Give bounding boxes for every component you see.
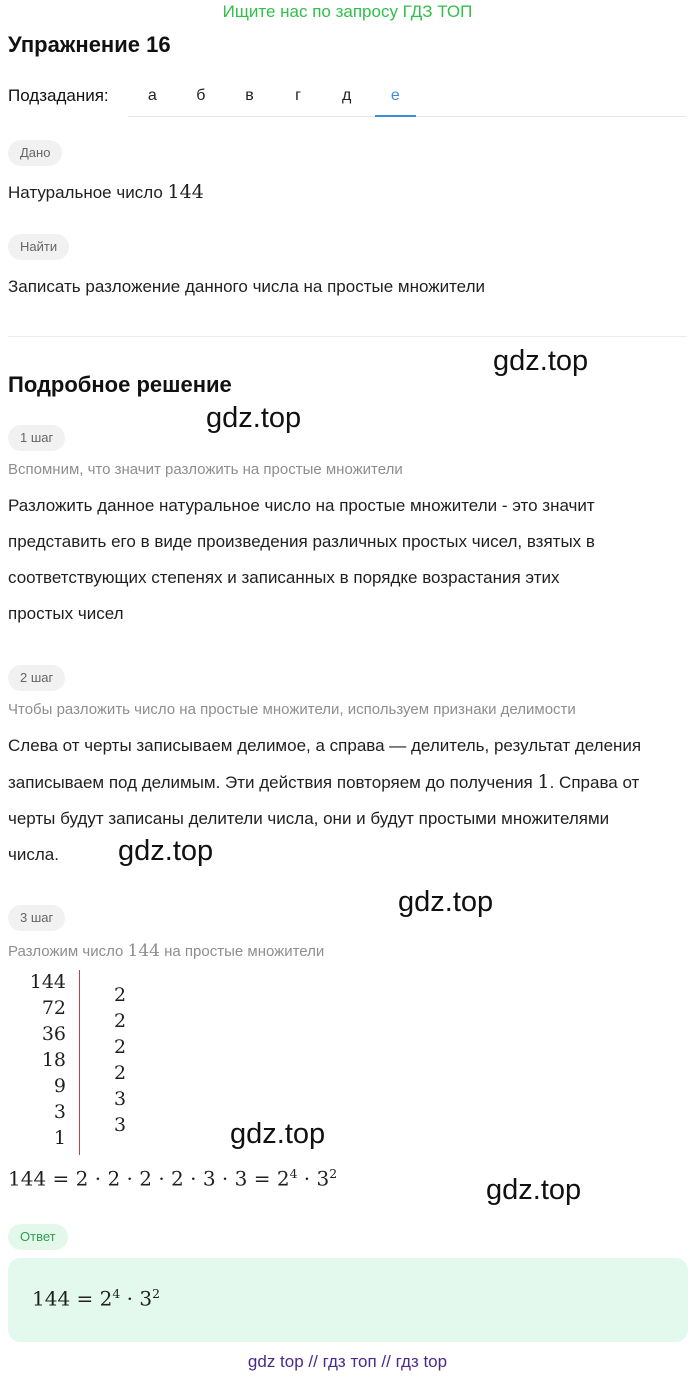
- subtask-tab-b[interactable]: б: [196, 87, 206, 104]
- equation-lhs: 144 = 2 · 2 · 2 · 2 · 3 · 3 = 2: [8, 1166, 290, 1191]
- factorization-equation: [8, 1166, 337, 1191]
- equation-exp-a: 4: [289, 1166, 298, 1181]
- step3-hint-b: на простые множители: [164, 943, 325, 960]
- divisor-3: 2: [114, 1036, 127, 1058]
- find-text: Записать разложение данного числа на простые множители: [8, 277, 485, 296]
- watermark: gdz.top: [398, 886, 494, 918]
- subtask-tab-d[interactable]: д: [342, 87, 352, 104]
- step1-line-3: соответствующих степенях и записанных в порядке возрастания этих: [8, 568, 560, 587]
- find-pill: Найти: [8, 234, 69, 260]
- step2-number-one: 1: [537, 771, 550, 793]
- divisor-1: 2: [114, 984, 127, 1006]
- given-number: 144: [167, 181, 204, 203]
- step3-pill: 3 шаг: [8, 905, 65, 931]
- step2-line-4: числа.: [8, 845, 59, 864]
- step2-hint: Чтобы разложить число на простые множители, используем признаки делимости: [8, 701, 576, 718]
- step2-line-1: Слева от черты записываем делимое, а справа — делитель, результат деления: [8, 736, 642, 755]
- step3-hint: [8, 941, 324, 961]
- dividend-1: 144: [29, 971, 66, 993]
- step1-line-1: Разложить данное натуральное число на простые множители - это значит: [8, 496, 595, 515]
- step3-hint-number: 144: [127, 941, 160, 961]
- watermark: gdz.top: [486, 1174, 582, 1206]
- answer-exp-b: 2: [152, 1286, 160, 1301]
- watermark: gdz.top: [493, 345, 589, 377]
- dividend-2: 72: [41, 997, 66, 1019]
- step2-line-2a: записываем под делимым. Эти действия повторяем до получения: [8, 773, 533, 792]
- step2-text: [8, 728, 688, 873]
- exercise-title: Упражнение 16: [8, 32, 171, 57]
- division-line: [79, 970, 80, 1155]
- subtask-tab-a[interactable]: а: [147, 87, 157, 104]
- dividend-4: 18: [41, 1049, 66, 1071]
- step1-hint: Вспомним, что значит разложить на простые множители: [8, 461, 403, 478]
- divisor-6: 3: [114, 1114, 127, 1136]
- step2-line-3: черты будут записаны делители числа, они и будут простыми множителями: [8, 809, 610, 828]
- divisor-2: 2: [114, 1010, 127, 1032]
- step1-line-4: простых чисел: [8, 604, 124, 623]
- subtask-tab-g[interactable]: г: [295, 87, 301, 104]
- watermark: gdz.top: [206, 402, 302, 434]
- step1-line-2: представить его в виде произведения различных простых чисел, взятых в: [8, 532, 595, 551]
- watermark: gdz.top: [118, 835, 214, 867]
- subtasks-tabs: [128, 76, 686, 117]
- subtask-tab-e[interactable]: е: [371, 76, 420, 116]
- answer-exp-a: 4: [112, 1286, 121, 1301]
- answer-box: [8, 1258, 688, 1342]
- dividend-7: 1: [53, 1127, 66, 1149]
- watermark: gdz.top: [230, 1118, 326, 1150]
- subtasks-label: Подзадания:: [8, 86, 109, 105]
- answer-lhs: 144 = 2: [32, 1286, 113, 1311]
- dividend-5: 9: [53, 1075, 66, 1097]
- step1-pill: 1 шаг: [8, 425, 65, 451]
- equation-mid: · 3: [297, 1166, 330, 1191]
- dividend-6: 3: [53, 1101, 66, 1123]
- divisor-5: 3: [114, 1088, 127, 1110]
- step1-text: [8, 488, 688, 632]
- given-text: [8, 181, 204, 203]
- equation-exp-b: 2: [329, 1166, 338, 1181]
- answer-mid: · 3: [120, 1286, 153, 1311]
- given-pill: Дано: [8, 140, 62, 166]
- dividend-3: 36: [41, 1023, 66, 1045]
- answer-pill: Ответ: [8, 1224, 68, 1250]
- footer-links[interactable]: gdz top // гдз топ // гдз top: [247, 1352, 448, 1371]
- step3-hint-a: Разложим число: [8, 943, 124, 960]
- divisor-4: 2: [114, 1062, 127, 1084]
- promo-banner[interactable]: Ищите нас по запросу ГДЗ ТОП: [222, 2, 473, 21]
- answer-equation: [32, 1286, 160, 1311]
- step2-line-2: [8, 764, 688, 801]
- given-text-label: Натуральное число: [8, 183, 163, 202]
- subtask-tab-v[interactable]: в: [245, 87, 254, 104]
- step2-line-2b: . Справа от: [549, 773, 640, 792]
- solution-title: Подробное решение: [8, 372, 232, 397]
- step2-pill: 2 шаг: [8, 665, 65, 691]
- section-divider: [8, 336, 687, 337]
